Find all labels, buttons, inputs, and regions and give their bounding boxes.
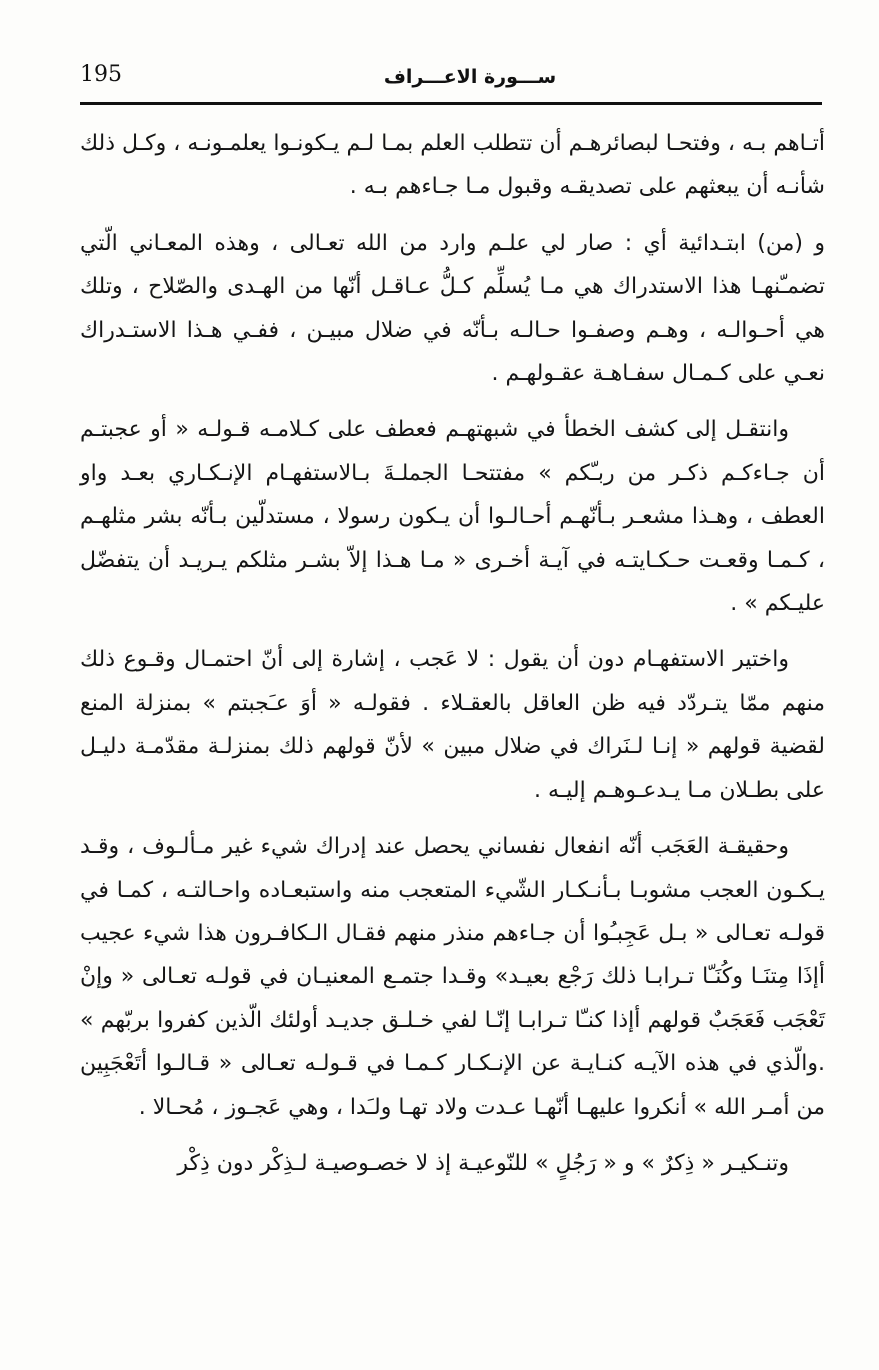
- body-text: [80, 122, 825, 1185]
- paragraph: أتـاهم بـه ، وفتحـا لبصائرهـم أن تتطلب العلم بمـا لـم يـكونـوا يعلمـونـه ، وكـل ذلك شأنـه أن يبعثهم على تصديقـه وقبول مـا جـاءهم بـه .: [80, 131, 825, 200]
- paragraph-gap: [80, 209, 825, 222]
- header-rule: [80, 102, 822, 105]
- paragraph-gap: [80, 812, 825, 825]
- page-number: 195: [80, 62, 122, 87]
- page-header: [80, 62, 822, 102]
- paragraph: وحقيقـة العَجَب أنّه انفعال نفساني يحصل عند إدراك شيء غير مـألـوف ، وقـد يـكـون العجب مشوبـا بـأنـكـار الشّيء المتعجب منه واستبعـاده واحـالتـه ، كمـا في قولـه تعـالى « بـل عَجِبـُوا أن جـاءهم منذر منهم فقـال الـكافـرون هذا شيء عجيب أإذَا مِتنَـا وكُنَـّا تـرابـا ذلك رَجْع بعيـد» وقـدا جتمـع المعنيـان في قولـه تعـالى « وإنْ تَعْجَب فَعَجَبٌ قولهم أإذا كنـّا تـرابـا إنّـا لفي خـلـق جديـد أولئك الّذين كفروا بربّهم » .والّذي في هذه الآيـه كنـايـة عن الإنـكـار كـمـا في قـولـه تعـالى « قـالـوا أتَعْجَبِين من أمـر الله » أنكروا عليهـا أنّهـا عـدت ولاد تهـا ولـَدا ، وهي عَجـوز ، مُحـالا .: [80, 834, 825, 1120]
- running-title: ســـورة الاعـــراف: [383, 66, 557, 88]
- paragraph-gap: [80, 625, 825, 638]
- paragraph: وتنـكيـر « ذِكرٌ » و « رَجُلٍ » للنّوعيـة إذ لا خصـوصيـة لـذِكْر دون ذِكْر: [177, 1150, 789, 1176]
- paragraph: واختير الاستفهـام دون أن يقول : لا عَجب ، إشارة إلى أنّ احتمـال وقـوع ذلك منهم ممّا يتـردّد فيه ظن العاقل بالعقـلاء . فقولـه « أوَ عـَجبتم » بمنزلة المنع لقضية قولهم « إنـا لـنَراك في ضلال مبين » لأنّ قولهم ذلك بمنزلـة مقدّمـة دليـل على بطـلان مـا يـدعـوهـم إليـه .: [80, 647, 825, 803]
- paragraph: و (من) ابتـدائية أي : صار لي علـم وارد من الله تعـالى ، وهذه المعـاني الّتي تضمـّنهـا هذا الاستدراك هي مـا يُسلِّم كـلُّ عـاقـل أنّها من الهـدى والصّلاح ، وتلك هي أحـوالـه ، وهـم وصفـوا حـالـه بـأنّه في ضلال مبيـن ، ففـي هـذا الاستـدراك نعـي على كـمـال سفـاهـة عقـولهـم .: [80, 230, 825, 387]
- paragraph-gap: [80, 1129, 825, 1142]
- paragraph-gap: [80, 395, 825, 408]
- paragraph: وانتقـل إلى كشف الخطأ في شبهتهـم فعطف على كـلامـه قـولـه « أو عجبتـم أن جـاءكـم ذكـر من ربـّكم » مفتتحـا الجملـةَ بـالاستفهـام الإنـكـاري بعـد واو العطف ، وهـذا مشعـر بـأنّهـم أحـالـوا أن يـكون رسولا ، مستدلّين بـأنّه بشر مثلهـم ، كـمـا وقعـت حـكـايتـه في آيـة أخـرى « مـا هـذا إلاّ بشـر مثلكم يـريـد أن يتفضّل عليـكم » .: [80, 417, 825, 617]
